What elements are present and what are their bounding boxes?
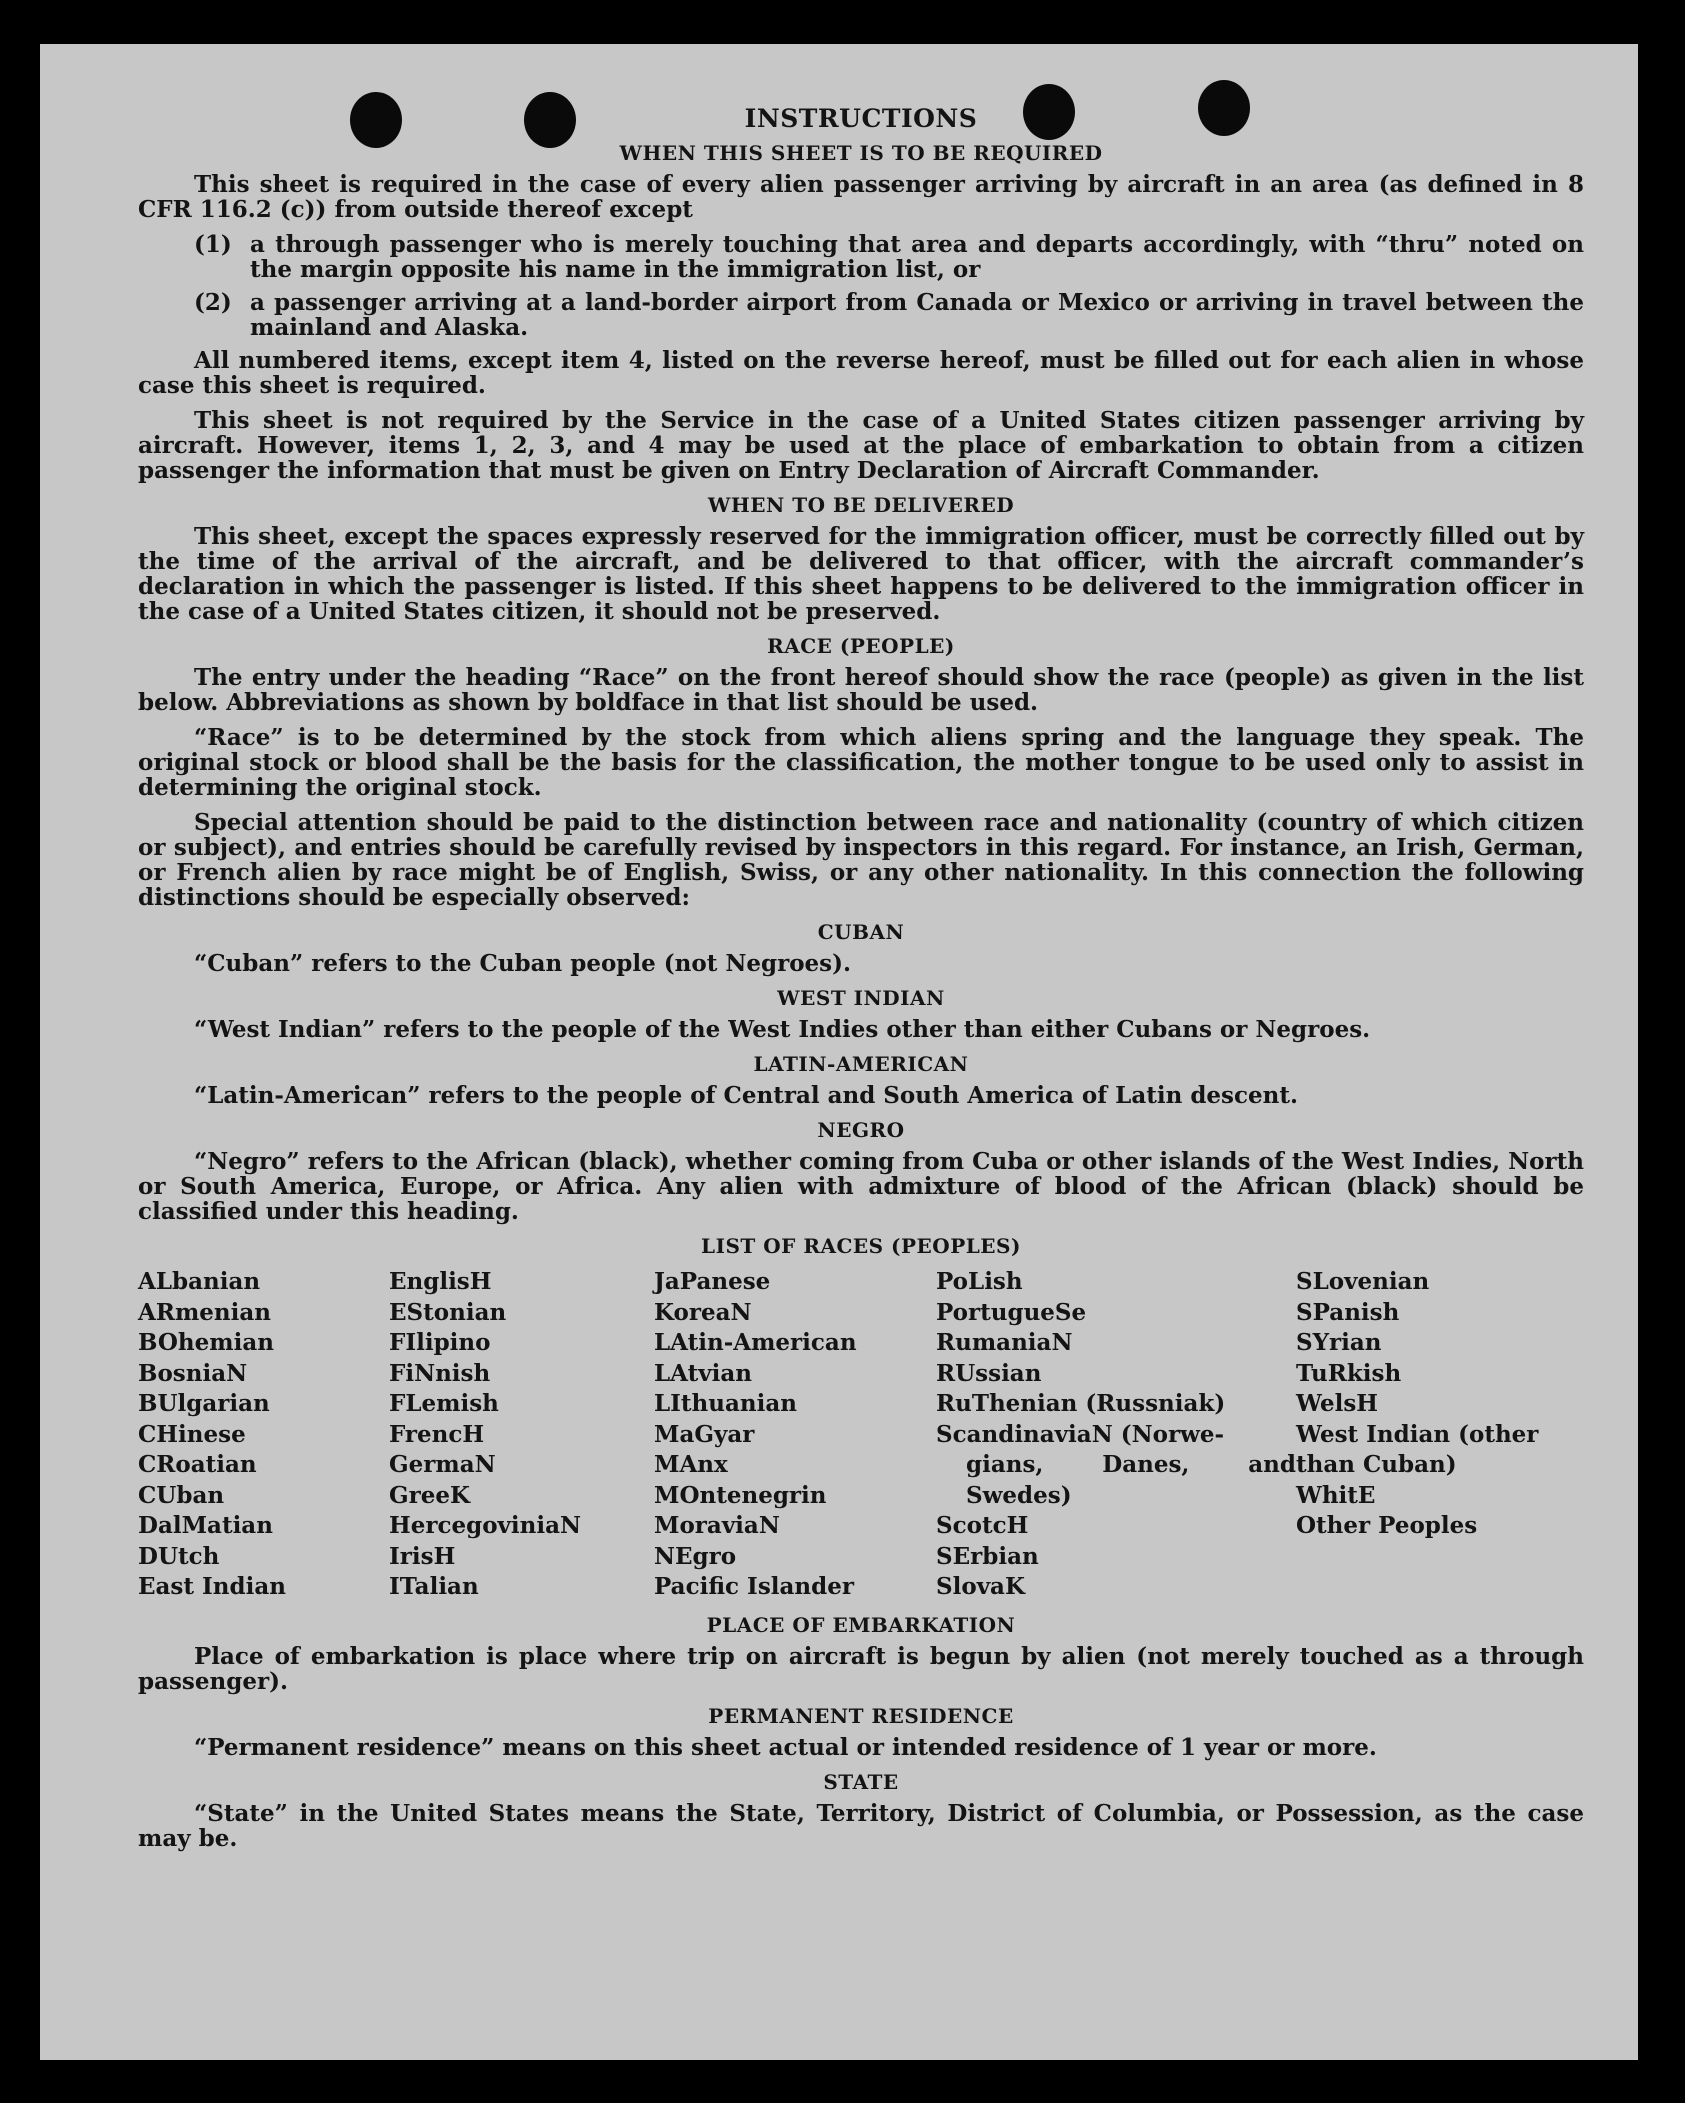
race-item: MAnx	[654, 1451, 728, 1478]
paragraph-delivery: This sheet, except the spaces expressly reserved for the immigration officer, must be correctly filled out by the time of the arrival of the aircraft, and be delivered to that officer, with the aircraft commander’s declaration in which the passenger is listed. If this sheet happens to be delivered to the immigration officer in the case of a United States citizen, it should not be preserved.	[138, 523, 1584, 625]
heading-race: RACE (PEOPLE)	[767, 634, 955, 658]
race-item: FiNnish	[389, 1359, 491, 1387]
race-item: HercegoviniaN	[389, 1512, 582, 1539]
race-item: PortugueSe	[936, 1298, 1087, 1326]
race-item: DalMatian	[138, 1512, 273, 1539]
paragraph-race-entry: The entry under the heading “Race” on the front hereof should show the race (people) as given in the list below. Abbreviations as shown by boldface in that list should be used.	[138, 664, 1584, 716]
race-item: WelsH	[1296, 1390, 1379, 1417]
paragraph-required: This sheet is required in the case of every alien passenger arriving by aircraft in an area (as defined in 8 CFR 116.2 (c)) from outside thereof except	[138, 171, 1584, 223]
page-title: INSTRUCTIONS	[744, 104, 978, 133]
race-item: CRoatian	[138, 1451, 257, 1478]
race-item: RUssian	[936, 1359, 1042, 1387]
race-item: ScotcH	[936, 1512, 1029, 1539]
paragraph-race-stock: “Race” is to be determined by the stock from which aliens spring and the language they speak. The original stock or blood shall be the basis for the classification, the mother tongue to be used only to assist in determining the original stock.	[138, 724, 1584, 801]
race-item-continued: than Cuban)	[1296, 1451, 1457, 1478]
race-item-continued: Swedes)	[966, 1481, 1072, 1509]
paragraph-numbered-items: All numbered items, except item 4, listed on the reverse hereof, must be filled out for each alien in whose case this sheet is required.	[138, 347, 1584, 399]
definition-state: “State” in the United States means the State, Territory, District of Columbia, or Possession, as the case may be.	[138, 1799, 1584, 1852]
race-item: PoLish	[936, 1268, 1023, 1295]
race-item: DUtch	[138, 1542, 220, 1570]
race-item: ScandinaviaN (Norwe-	[936, 1420, 1225, 1448]
race-item: SYrian	[1296, 1329, 1382, 1356]
race-item: RuThenian (Russniak)	[936, 1390, 1226, 1417]
heading-latin-american: LATIN-AMERICAN	[753, 1052, 969, 1076]
exception-text-2: a passenger arriving at a land-border airport from Canada or Mexico or arriving in travel between the mainland and Alaska.	[250, 289, 1584, 341]
race-item: BOhemian	[138, 1329, 274, 1356]
instructions-content	[138, 106, 1584, 1861]
definition-negro: “Negro” refers to the African (black), whether coming from Cuba or other islands of the West Indies, North or South America, Europe, or Africa. Any alien with admixture of blood of the African (black) should be classified under this heading.	[138, 1148, 1584, 1225]
race-item: GreeK	[389, 1481, 471, 1509]
race-item: KoreaN	[654, 1298, 752, 1326]
race-item: FIlipino	[389, 1329, 491, 1356]
exception-number-1: (1)	[194, 231, 232, 258]
race-item: ARmenian	[138, 1298, 272, 1326]
race-item: FLemish	[389, 1390, 499, 1417]
race-column-4	[936, 1267, 1296, 1603]
race-item: SPanish	[1296, 1298, 1400, 1326]
race-item: LIthuanian	[654, 1390, 797, 1417]
race-item: ITalian	[389, 1573, 479, 1600]
race-item: EStonian	[389, 1298, 507, 1326]
heading-when-delivered: WHEN TO BE DELIVERED	[707, 493, 1015, 517]
definition-cuban: “Cuban” refers to the Cuban people (not Negroes).	[194, 950, 852, 977]
race-item: ALbanian	[138, 1268, 261, 1295]
paragraph-citizen: This sheet is not required by the Service in the case of a United States citizen passenger arriving by aircraft. However, items 1, 2, 3, and 4 may be used at the place of embarkation to obtain from a citizen passenger the information that must be given on Entry Declaration of Aircraft Commander.	[138, 407, 1584, 484]
document-sheet	[40, 44, 1638, 2060]
exception-item-2	[138, 290, 1584, 340]
race-column-1	[138, 1267, 389, 1603]
exception-text-1: a through passenger who is merely touching that area and departs accordingly, with “thru” noted on the margin opposite his name in the immigration list, or	[250, 231, 1584, 283]
heading-state: STATE	[823, 1769, 899, 1794]
race-item: JaPanese	[654, 1268, 771, 1295]
race-item: NEgro	[654, 1542, 737, 1570]
race-item: MoraviaN	[654, 1512, 780, 1539]
race-item: TuRkish	[1296, 1359, 1402, 1387]
race-item: BUlgarian	[138, 1390, 270, 1417]
race-item: BosniaN	[138, 1359, 248, 1387]
race-item: Other Peoples	[1296, 1512, 1478, 1539]
race-item: MOntenegrin	[654, 1481, 827, 1509]
race-item: CUban	[138, 1481, 225, 1509]
race-item-continued: gians, Danes, and	[966, 1451, 1296, 1478]
race-list	[138, 1267, 1584, 1603]
definition-west-indian: “West Indian” refers to the people of the West Indies other than either Cubans or Negroes.	[194, 1016, 1371, 1043]
race-item: WhitE	[1296, 1481, 1376, 1509]
race-item: Pacific Islander	[654, 1573, 854, 1600]
race-item: IrisH	[389, 1542, 456, 1570]
race-item: SErbian	[936, 1542, 1039, 1570]
race-item: RumaniaN	[936, 1329, 1073, 1356]
race-item: East Indian	[138, 1573, 286, 1600]
race-item: MaGyar	[654, 1420, 755, 1448]
race-item: SlovaK	[936, 1573, 1025, 1600]
heading-cuban: CUBAN	[817, 920, 905, 944]
race-column-3	[654, 1267, 936, 1603]
definition-residence: “Permanent residence” means on this sheet actual or intended residence of 1 year or more.	[194, 1733, 1377, 1761]
race-item: West Indian (other	[1296, 1420, 1539, 1448]
race-column-5	[1296, 1267, 1584, 1603]
race-item: LAtin-American	[654, 1329, 857, 1356]
heading-embarkation: PLACE OF EMBARKATION	[706, 1612, 1016, 1637]
race-item: FrencH	[389, 1420, 485, 1448]
exception-item-1	[138, 232, 1584, 282]
race-item: GermaN	[389, 1451, 496, 1478]
heading-west-indian: WEST INDIAN	[777, 986, 945, 1010]
heading-list-of-races: LIST OF RACES (PEOPLES)	[701, 1234, 1021, 1258]
heading-when-required: WHEN THIS SHEET IS TO BE REQUIRED	[619, 141, 1103, 165]
heading-negro: NEGRO	[817, 1118, 905, 1142]
definition-embarkation: Place of embarkation is place where trip on aircraft is begun by alien (not merely touched as a through passenger).	[138, 1642, 1584, 1695]
race-item: CHinese	[138, 1420, 246, 1448]
race-item: EnglisH	[389, 1268, 492, 1295]
race-item: SLovenian	[1296, 1268, 1430, 1295]
race-item: LAtvian	[654, 1359, 752, 1387]
race-column-2	[389, 1267, 654, 1603]
definition-latin-american: “Latin-American” refers to the people of Central and South America of Latin descent.	[194, 1082, 1298, 1109]
exception-number-2: (2)	[194, 289, 232, 316]
paragraph-race-distinction: Special attention should be paid to the distinction between race and nationality (country of which citizen or subject), and entries should be carefully revised by inspectors in this regard. For instance, an Irish, German, or French alien by race might be of English, Swiss, or any other nationality. In this connection the following distinctions should be especially observed:	[138, 809, 1584, 911]
heading-residence: PERMANENT RESIDENCE	[708, 1703, 1014, 1728]
